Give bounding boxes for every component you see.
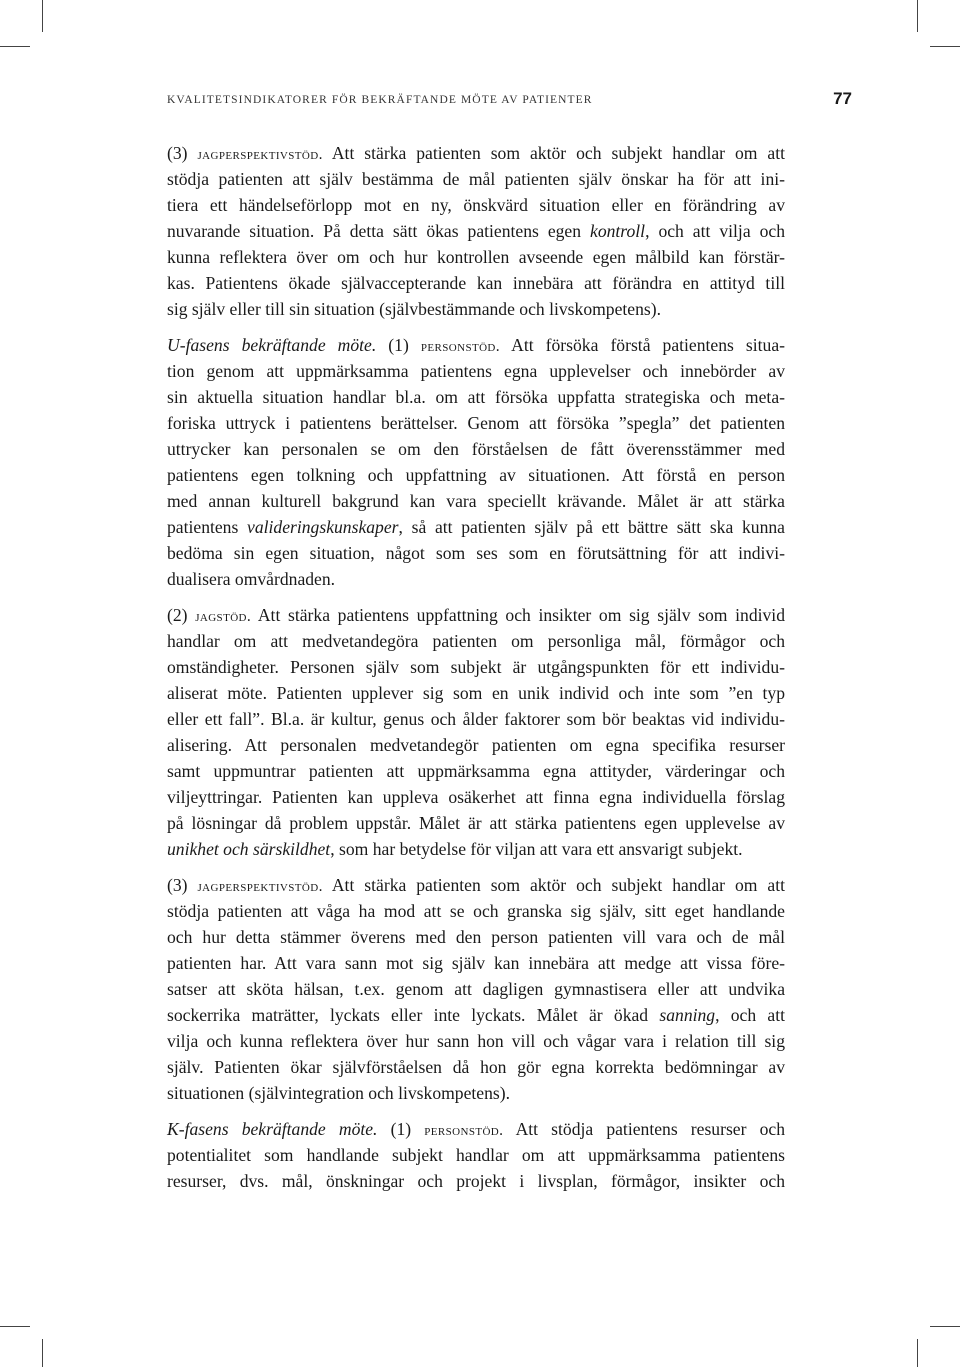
crop-mark	[42, 0, 43, 32]
italic-text: K-fasens bekräftande möte.	[167, 1119, 378, 1139]
text-line: (3) jagperspektivstöd. Att stärka patienten som aktör och subjekt handlar om att	[167, 143, 785, 163]
small-caps-heading: jagstöd.	[195, 608, 252, 625]
text-line: med annan kulturell bakgrund kan vara speciellt krävande. Målet är att stärka	[167, 491, 785, 511]
italic-text: kontroll	[590, 221, 646, 241]
small-caps-heading: personstöd.	[424, 1122, 504, 1139]
text-line: dualisera omvårdnaden.	[167, 569, 336, 589]
text-line: stödja patienten att våga ha mod att se och granska sig själv, sitt eget handlande	[167, 901, 785, 921]
paragraph-gap	[167, 1106, 785, 1116]
text-line: själv. Patienten ökar självförståelsen då hon gör egna korrekta bedömningar av	[167, 1057, 785, 1077]
page-number: 77	[833, 89, 852, 108]
text-line: bedöma sin egen situation, något som ses som en förutsättning för att indivi-	[167, 543, 785, 563]
text-line: samt uppmuntrar patienten att uppmärksamma egna attityder, värderingar och	[167, 761, 785, 781]
crop-mark	[42, 1339, 43, 1367]
text-line: viljeyttringar. Patienten kan uppleva osäkerhet att finna egna individuella förslag	[167, 787, 785, 807]
body-text	[167, 140, 785, 1194]
text-line: alisering. Att personalen medvetandegör patienten om egna specifika resurser	[167, 735, 785, 755]
crop-mark	[917, 0, 918, 32]
text-line: på lösningar då problem uppstår. Målet är att stärka patientens egen upplevelse av	[167, 813, 785, 833]
small-caps-heading: jagperspektivstöd.	[197, 878, 323, 895]
crop-mark	[917, 1339, 918, 1367]
text-line: resurser, dvs. mål, önskningar och projekt i livsplan, förmågor, insikter och	[167, 1171, 785, 1191]
text-line: (3) jagperspektivstöd. Att stärka patienten som aktör och subjekt handlar om att	[167, 875, 785, 895]
paragraph	[167, 332, 785, 592]
text-line: patienten har. Att vara sann mot sig själv kan innebära att medge att vissa före-	[167, 953, 785, 973]
text-line: omständigheter. Personen själv som subjekt är utgångspunkten för ett individu-	[167, 657, 785, 677]
text-line: nuvarande situation. På detta sätt ökas patientens egen kontroll, och att vilja och	[167, 221, 786, 241]
text-line: (2) jagstöd. Att stärka patientens uppfattning och insikter om sig själv som individ	[167, 605, 785, 625]
text-line: foriska uttryck i patientens berättelser. Genom att försöka ”spegla” det patienten	[167, 413, 785, 433]
crop-mark	[0, 1326, 30, 1327]
text-line: kunna reflektera över om och hur kontrollen avseende egen målbild kan förstär-	[167, 247, 785, 267]
crop-mark	[930, 1326, 960, 1327]
text-line: aliserat möte. Patienten upplever sig som en unik individ och inte som ”en typ	[167, 683, 785, 703]
running-head: KVALITETSINDIKATORER FÖR BEKRÄFTANDE MÖTE AV PATIENTER	[167, 94, 593, 106]
text-line: U-fasens bekräftande möte. (1) personstöd. Att försöka förstå patientens situa-	[167, 335, 785, 355]
text-line: uttrycker kan personalen se om den förståelsen de fått överensstämmer med	[167, 439, 785, 459]
text-line: tion genom att uppmärksamma patientens egna upplevelser och innebörder av	[167, 361, 785, 381]
italic-text: valideringskunskaper	[247, 517, 399, 537]
text-line: patientens egen tolkning och uppfattning av situationen. Att förstå en person	[167, 465, 785, 485]
small-caps-heading: jagperspektivstöd.	[197, 146, 323, 163]
text-line: tiera ett händelseförlopp mot en ny, önskvärd situation eller en förändring av	[167, 195, 785, 215]
text-line: kas. Patientens ökade självaccepterande kan innebära att förändra en attityd till	[167, 273, 785, 293]
paragraph	[167, 1116, 785, 1194]
paragraph-gap	[167, 322, 785, 332]
paragraph	[167, 140, 785, 322]
text-line: eller ett fall”. Bl.a. är kultur, genus och ålder faktorer som bör beaktas vid individu-	[167, 709, 785, 729]
text-line: sockerrika maträtter, lyckats eller inte lyckats. Målet är ökad sanning, och att	[167, 1005, 786, 1025]
crop-mark	[0, 46, 30, 47]
text-line: patientens valideringskunskaper, så att patienten själv på ett bättre sätt ska kunna	[167, 517, 785, 537]
italic-text: sanning	[659, 1005, 716, 1025]
paragraph	[167, 872, 785, 1106]
text-line: unikhet och särskildhet, som har betydelse för viljan att vara ett ansvarigt subjekt.	[167, 839, 743, 859]
italic-text: unikhet och särskildhet	[167, 839, 331, 859]
paragraph-gap	[167, 862, 785, 872]
text-line: och hur detta stämmer överens med den person patienten vill vara och de mål	[167, 927, 785, 947]
text-line: handlar om att medvetandegöra patienten om personliga mål, förmågor och	[167, 631, 785, 651]
text-line: potentialitet som handlande subjekt handlar om att uppmärksamma patientens	[167, 1145, 785, 1165]
text-line: stödja patienten att själv bestämma de mål patienten själv önskar ha för att ini-	[167, 169, 785, 189]
paragraph	[167, 602, 785, 862]
text-line: sin aktuella situation handlar bl.a. om att försöka uppfatta strategiska och meta-	[167, 387, 785, 407]
italic-text: U-fasens bekräftande möte.	[167, 335, 377, 355]
text-line: vilja och kunna reflektera över hur sann hon vill och vågar vara i relation till sig	[167, 1031, 785, 1051]
paragraph-gap	[167, 592, 785, 602]
text-line: satser att sköta hälsan, t.ex. genom att dagligen gymnastisera eller att undvika	[167, 979, 785, 999]
text-line: situationen (självintegration och livskompetens).	[167, 1083, 511, 1103]
text-line: K-fasens bekräftande möte. (1) personstöd. Att stödja patientens resurser och	[167, 1119, 785, 1139]
crop-mark	[930, 46, 960, 47]
text-line: sig själv eller till sin situation (självbestämmande och livskompetens).	[167, 299, 662, 319]
small-caps-heading: personstöd.	[420, 338, 501, 355]
